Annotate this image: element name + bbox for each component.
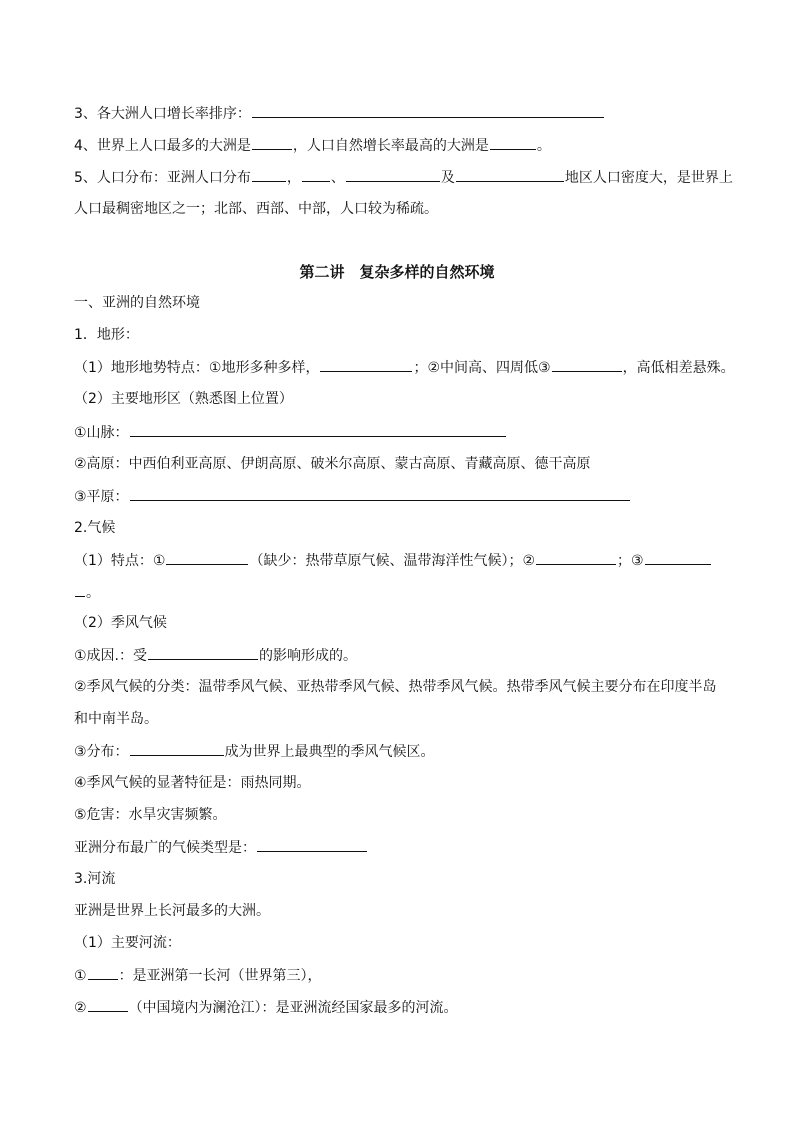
monsoon-distribution: ③分布： 成为世界上最典型的季风气候区。: [74, 744, 435, 760]
monsoon-cause: ①成因.：受 的影响形成的。: [74, 648, 358, 664]
plains-line: ③平原：: [74, 487, 631, 506]
river-2: ② （中国境内为澜沧江）：是亚洲流经国家最多的河流。: [74, 1000, 458, 1016]
rivers-main: （1）主要河流：: [74, 935, 181, 951]
blank[interactable]: [490, 136, 536, 150]
blank[interactable]: [456, 168, 564, 182]
blank[interactable]: [257, 838, 367, 852]
plateaus-line: ②高原：中西伯利亚高原、伊朗高原、破米尔高原、蒙古高原、青藏高原、德干高原: [74, 456, 591, 472]
question-4: 4、世界上人口最多的大洲是 ，人口自然增长率最高的大洲是 。: [74, 138, 551, 154]
rivers-heading: 3.河流: [74, 871, 116, 887]
blank[interactable]: [346, 168, 440, 182]
question-5-line2: 人口最稠密地区之一；北部、西部、中部，人口较为稀疏。: [74, 201, 438, 217]
climate-features-cont: 。: [74, 583, 100, 602]
monsoon-hazard: ⑤危害：水旱灾害频繁。: [74, 807, 227, 823]
question-3: 3、各大洲人口增长率排序：: [74, 104, 605, 123]
blank[interactable]: [252, 104, 604, 118]
blank[interactable]: [88, 998, 128, 1012]
blank[interactable]: [130, 742, 224, 756]
blank[interactable]: [252, 168, 286, 182]
lecture-title: 第二讲 复杂多样的自然环境: [299, 263, 495, 281]
blank[interactable]: [252, 136, 292, 150]
terrain-heading: 1．地形：: [74, 327, 139, 343]
river-1: ① ：是亚洲第一长河（世界第三），: [74, 968, 322, 984]
section-heading: 一、亚洲的自然环境: [74, 295, 200, 311]
monsoon-types-cont: 和中南半岛。: [74, 711, 158, 727]
widest-climate: 亚洲分布最广的气候类型是：: [74, 838, 368, 857]
terrain-regions: （2）主要地形区（熟悉图上位置）: [74, 391, 293, 407]
blank[interactable]: [75, 583, 85, 597]
climate-heading: 2.气候: [74, 520, 116, 536]
blank[interactable]: [645, 551, 711, 565]
monsoon-types: ②季风气候的分类：温带季风气候、亚热带季风气候、热带季风气候。热带季风气候主要分布在印度半岛: [74, 679, 717, 695]
climate-features: （1）特点：① （缺少：热带草原气候、温带海洋性气候）；② ；③: [74, 551, 712, 570]
monsoon-heading: （2）季风气候: [74, 615, 167, 631]
blank[interactable]: [88, 966, 118, 980]
blank[interactable]: [552, 358, 622, 372]
blank[interactable]: [302, 168, 330, 182]
terrain-features: （1）地形地势特点：①地形多种多样， ；②中间高、四周低③ ，高低相差悬殊。: [74, 360, 735, 376]
rivers-intro: 亚洲是世界上长河最多的大洲。: [74, 903, 270, 919]
blank[interactable]: [148, 646, 258, 660]
monsoon-feature: ④季风气候的显著特征是：雨热同期。: [74, 775, 311, 791]
blank[interactable]: [130, 487, 630, 501]
blank[interactable]: [536, 551, 616, 565]
blank[interactable]: [320, 358, 412, 372]
blank[interactable]: [166, 551, 248, 565]
question-5: 5、人口分布：亚洲人口分布 ， 、 及 地区人口密度大，是世界上: [74, 170, 733, 186]
mountains-line: ①山脉：: [74, 423, 507, 442]
blank[interactable]: [130, 423, 506, 437]
